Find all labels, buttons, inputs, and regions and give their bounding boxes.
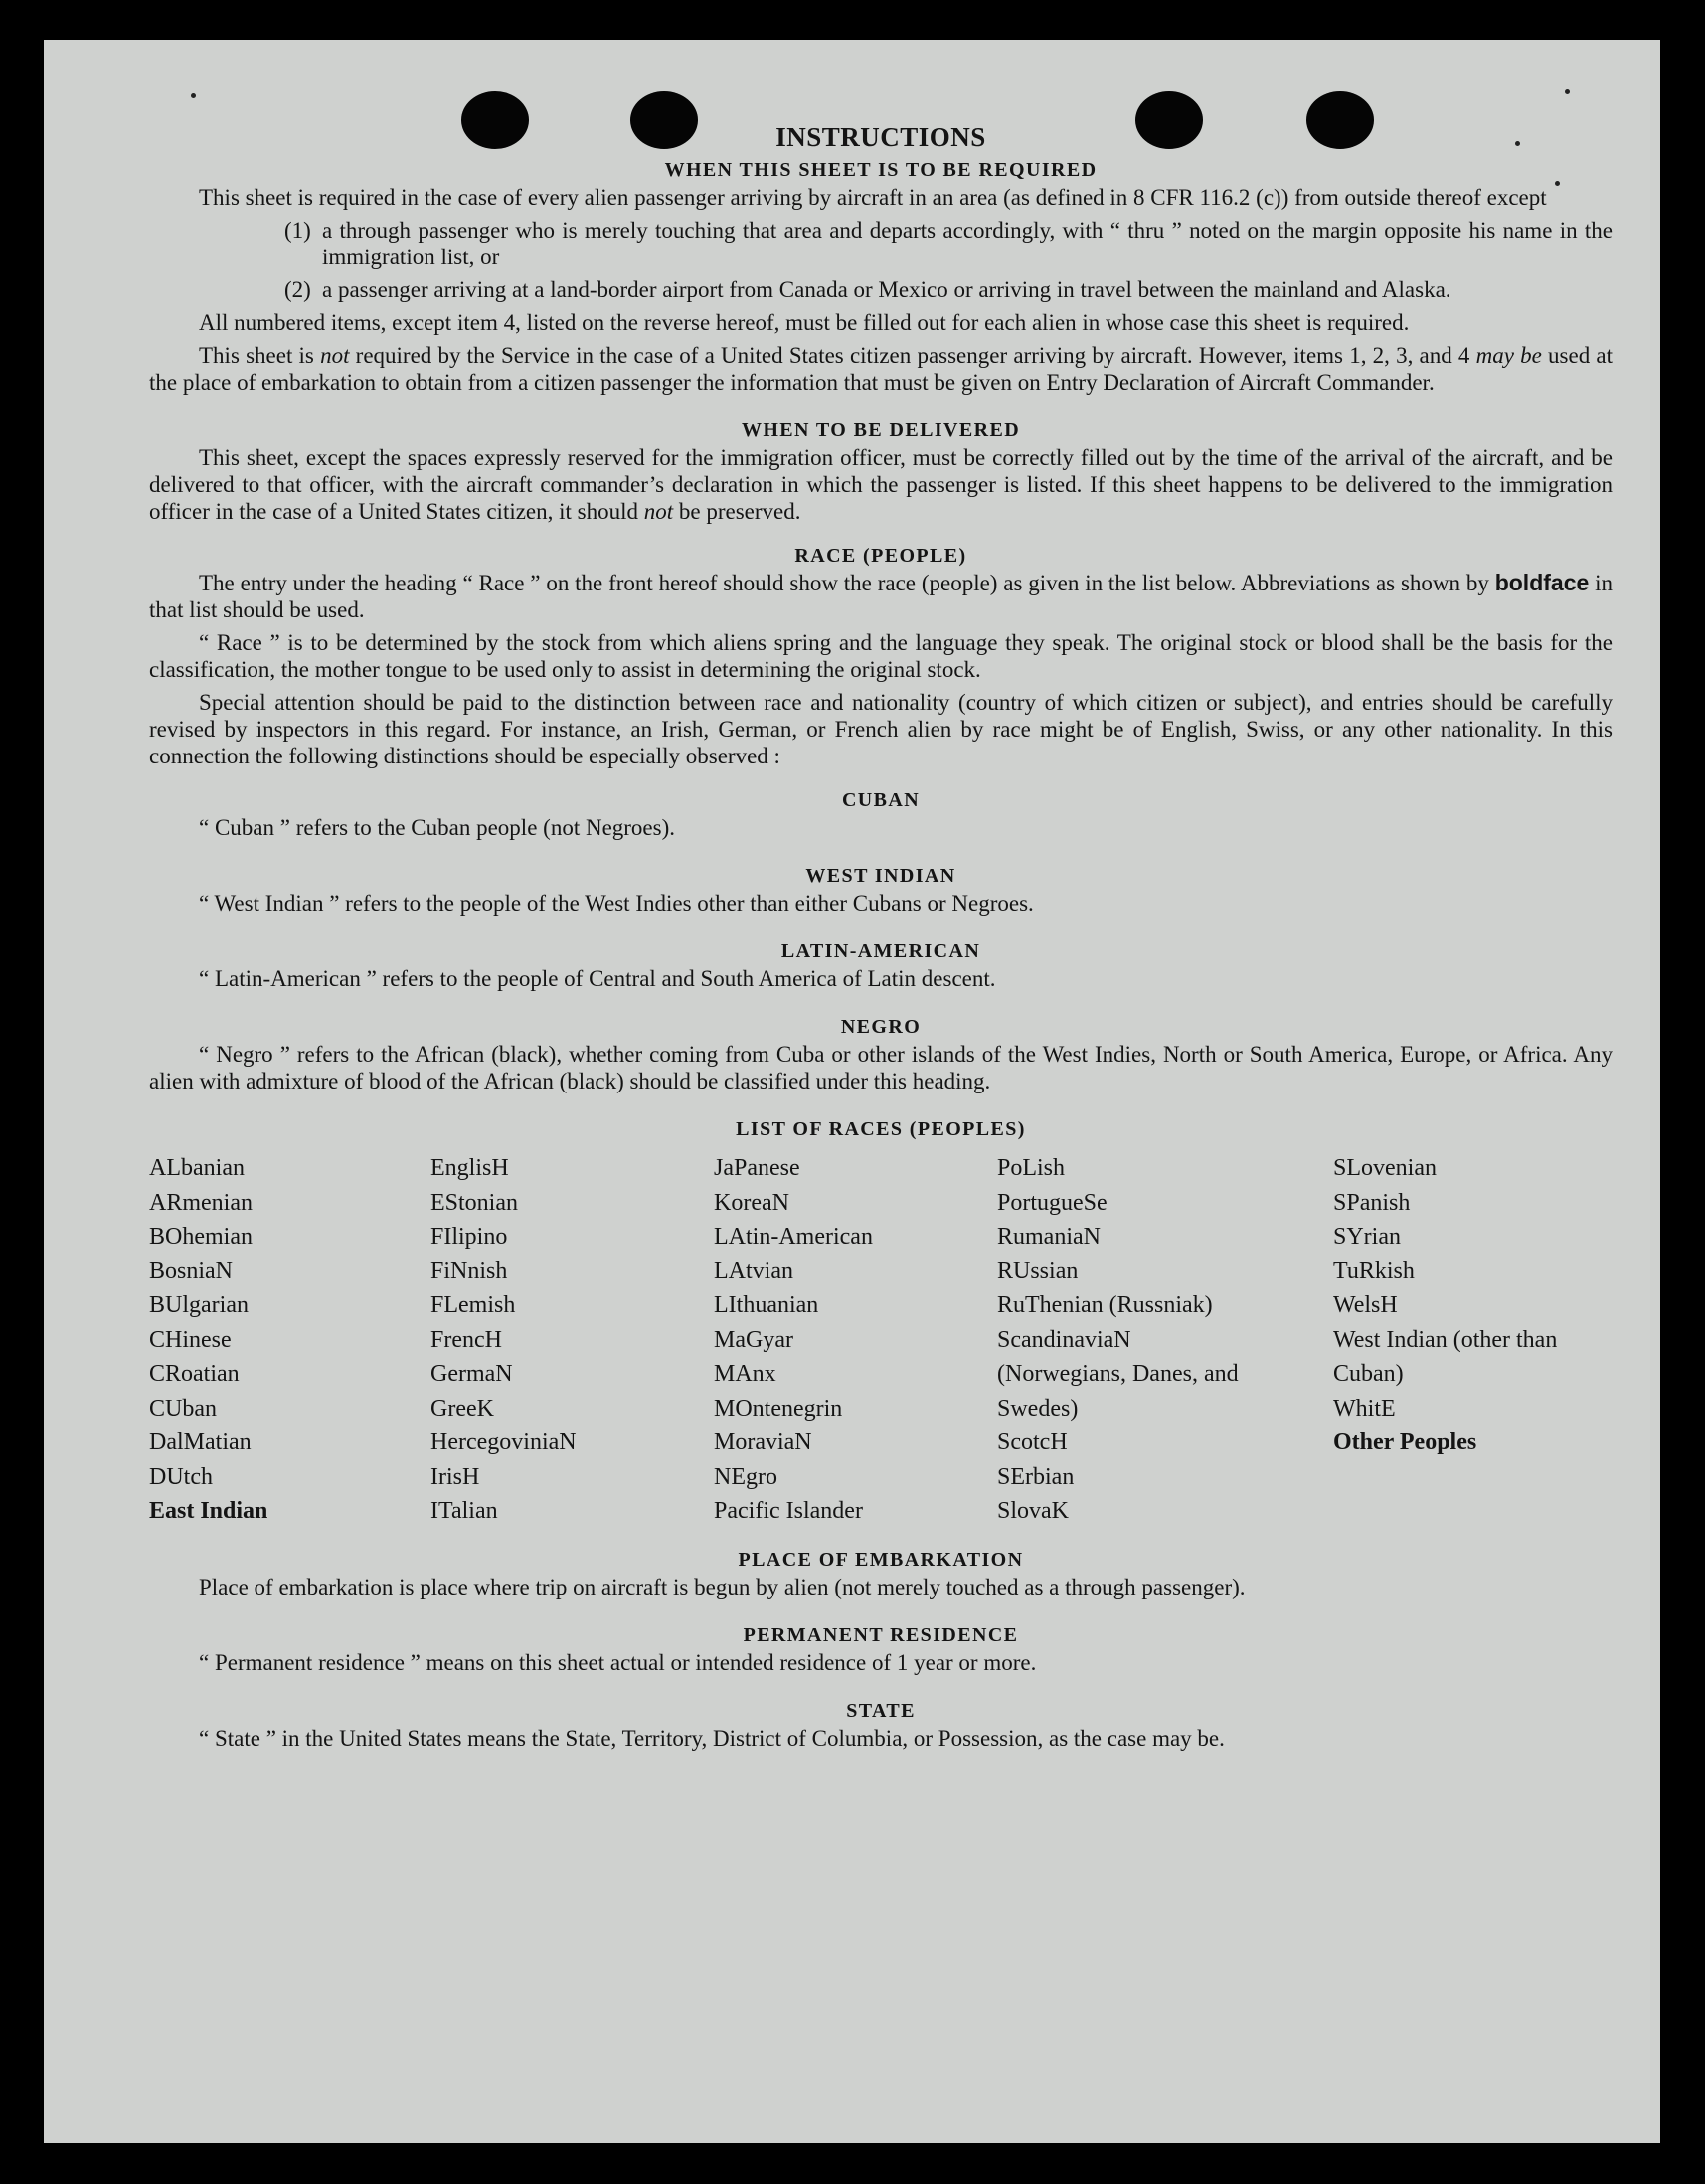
race-entry: FLemish — [430, 1292, 516, 1318]
text-run: This sheet, except the spaces expressly reserved for the immigration officer, must be correctly filled out by the time of the arrival of the aircraft, and be delivered to that officer, with the aircraft commander’s declaration in which the passenger is listed. If this sheet happens to be delivered to the immigration officer in the case of a United States citizen, it should — [149, 445, 1613, 524]
race-entry: RuThenian (Russniak) — [997, 1292, 1213, 1318]
item-text: a passenger arriving at a land-border airport from Canada or Mexico or arriving in travel between the mainland and Alaska. — [322, 277, 1451, 302]
required-para-citizen — [149, 342, 1613, 396]
section-heading-latin-american: LATIN-AMERICAN — [780, 940, 981, 962]
race-entry: EStonian — [430, 1189, 518, 1216]
race-entry: Other Peoples — [1333, 1429, 1477, 1455]
emphasis-text: not — [643, 499, 674, 524]
race-entry: BOhemian — [149, 1224, 253, 1250]
west-indian-text: “ West Indian ” refers to the people of the West Indies other than either Cubans or Negroes. — [199, 891, 1034, 916]
races-column — [430, 1151, 714, 1529]
race-entry: EnglisH — [430, 1155, 509, 1181]
race-para-1 — [149, 570, 1613, 623]
race-entry: TuRkish — [1333, 1258, 1415, 1284]
section-heading-required: WHEN THIS SHEET IS TO BE REQUIRED — [664, 159, 1098, 181]
race-entry: LIthuanian — [714, 1292, 819, 1318]
text-run: be preserved. — [673, 499, 801, 524]
race-entry: SErbian — [997, 1463, 1075, 1490]
embarkation-text: Place of embarkation is place where trip on aircraft is begun by alien (not merely touched as a through passenger). — [199, 1574, 1246, 1599]
race-entry: LAtin-American — [714, 1224, 873, 1250]
race-entry: DUtch — [149, 1463, 213, 1490]
race-entry: ARmenian — [149, 1189, 253, 1216]
race-para-2: “ Race ” is to be determined by the stock from which aliens spring and the language they speak. The original stock or blood shall be the basis for the classification, the mother tongue to be used only to assist in determining the original stock. — [149, 630, 1613, 682]
state-text: “ State ” in the United States means the State, Territory, District of Columbia, or Possession, as the case may be. — [199, 1725, 1225, 1751]
race-entry: CUban — [149, 1395, 217, 1422]
section-heading-state: STATE — [846, 1699, 916, 1722]
page-title: INSTRUCTIONS — [775, 122, 986, 152]
races-column — [149, 1151, 430, 1529]
race-entry: ScotcH — [997, 1429, 1068, 1455]
emphasis-text: may be — [1475, 343, 1542, 368]
race-entry: MOntenegrin — [714, 1395, 843, 1422]
race-entry: BosniaN — [149, 1258, 233, 1284]
race-entry: PoLish — [997, 1155, 1066, 1181]
races-column — [714, 1151, 997, 1529]
race-entry: KoreaN — [714, 1189, 789, 1216]
text-run: required by the Service in the case of a United States citizen passenger arriving by aircraft. However, items 1, 2, 3, and 4 — [349, 343, 1476, 368]
race-entry: MaGyar — [714, 1326, 793, 1353]
exception-item — [284, 276, 1613, 303]
scan-speck — [1565, 89, 1570, 94]
residence-text: “ Permanent residence ” means on this sheet actual or intended residence of 1 year or more. — [199, 1649, 1037, 1675]
document-sheet — [44, 40, 1660, 2143]
race-entry: FrencH — [430, 1326, 502, 1353]
race-entry: NEgro — [714, 1463, 777, 1490]
race-entry: SYrian — [1333, 1224, 1401, 1250]
negro-text: “ Negro ” refers to the African (black), whether coming from Cuba or other islands of the West Indies, North or South America, Europe, or Africa. Any alien with admixture of blood of the African (black) should be classified under this heading. — [149, 1042, 1613, 1093]
section-heading-residence: PERMANENT RESIDENCE — [743, 1623, 1019, 1646]
race-entry: MAnx — [714, 1361, 776, 1387]
bold-text: boldface — [1494, 570, 1590, 595]
race-entry: SPanish — [1333, 1189, 1411, 1216]
race-entry: SLovenian — [1333, 1155, 1437, 1181]
race-entry: GermaN — [430, 1361, 513, 1387]
exception-item — [284, 217, 1613, 270]
text-run: The entry under the heading “ Race ” on the front hereof should show the race (people) as given in the list below. Abbreviations as shown by — [199, 571, 1495, 595]
required-intro: This sheet is required in the case of every alien passenger arriving by aircraft in an area (as defined in 8 CFR 116.2 (c)) from outside thereof except — [199, 185, 1547, 210]
section-heading-list-of-races: LIST OF RACES (PEOPLES) — [736, 1118, 1026, 1140]
scan-speck — [191, 93, 196, 98]
races-column — [997, 1151, 1333, 1529]
race-entry: CHinese — [149, 1326, 232, 1353]
race-entry: ScandinaviaN (Norwegians, Danes, and Swedes) — [997, 1326, 1239, 1422]
race-entry: WhitE — [1333, 1395, 1396, 1422]
race-entry: MoraviaN — [714, 1429, 812, 1455]
emphasis-text: not — [320, 343, 350, 368]
race-entry: West Indian (other than Cuban) — [1333, 1326, 1558, 1387]
item-number: (1) — [284, 218, 311, 243]
race-entry: CRoatian — [149, 1361, 240, 1387]
race-entry: ITalian — [430, 1498, 498, 1524]
item-number: (2) — [284, 277, 311, 302]
section-heading-cuban: CUBAN — [841, 789, 921, 811]
races-list — [149, 1151, 1613, 1529]
item-text: a through passenger who is merely touching that area and departs accordingly, with “ thru ” noted on the margin opposite his name in the immigration list, or — [322, 218, 1613, 269]
race-entry: GreeK — [430, 1395, 494, 1422]
race-entry: FIlipino — [430, 1224, 508, 1250]
race-entry: Pacific Islander — [714, 1498, 863, 1524]
race-entry: RUssian — [997, 1258, 1079, 1284]
cuban-text: “ Cuban ” refers to the Cuban people (not Negroes). — [199, 815, 676, 840]
race-entry: DalMatian — [149, 1429, 252, 1455]
race-entry: BUlgarian — [149, 1292, 249, 1318]
race-entry: RumaniaN — [997, 1224, 1101, 1250]
race-entry: ALbanian — [149, 1155, 245, 1181]
section-heading-embarkation: PLACE OF EMBARKATION — [738, 1548, 1024, 1571]
race-entry: JaPanese — [714, 1155, 800, 1181]
race-entry: LAtvian — [714, 1258, 793, 1284]
section-heading-race: RACE (PEOPLE) — [794, 545, 967, 567]
race-entry: PortugueSe — [997, 1189, 1108, 1216]
race-entry: East Indian — [149, 1498, 268, 1524]
text-run: used at the place of embarkation to obtain from a citizen passenger the information that must be given on Entry Declaration of Aircraft Commander. — [149, 343, 1614, 395]
race-entry: FiNnish — [430, 1258, 508, 1284]
text-run: This sheet is — [199, 343, 321, 368]
section-heading-west-indian: WEST INDIAN — [805, 865, 956, 887]
required-para-items: All numbered items, except item 4, listed on the reverse hereof, must be filled out for each alien in whose case this sheet is required. — [199, 310, 1410, 335]
race-entry: WelsH — [1333, 1292, 1398, 1318]
latin-american-text: “ Latin-American ” refers to the people of Central and South America of Latin descent. — [199, 966, 996, 991]
race-entry: HercegoviniaN — [430, 1429, 577, 1455]
delivered-text — [149, 444, 1613, 525]
races-column — [1333, 1151, 1572, 1529]
race-entry: IrisH — [430, 1463, 480, 1490]
instructions-content — [149, 124, 1613, 1752]
race-para-3: Special attention should be paid to the distinction between race and nationality (country of which citizen or subject), and entries should be carefully revised by inspectors in this regard. For instance, an Irish, German, or French alien by race might be of English, Swiss, or any other nationality. In this connection the following distinctions should be especially observed : — [149, 690, 1613, 768]
race-entry: SlovaK — [997, 1498, 1069, 1524]
section-heading-negro: NEGRO — [840, 1016, 922, 1038]
section-heading-delivered: WHEN TO BE DELIVERED — [741, 420, 1021, 441]
text-run: in that list should be used. — [149, 571, 1614, 622]
